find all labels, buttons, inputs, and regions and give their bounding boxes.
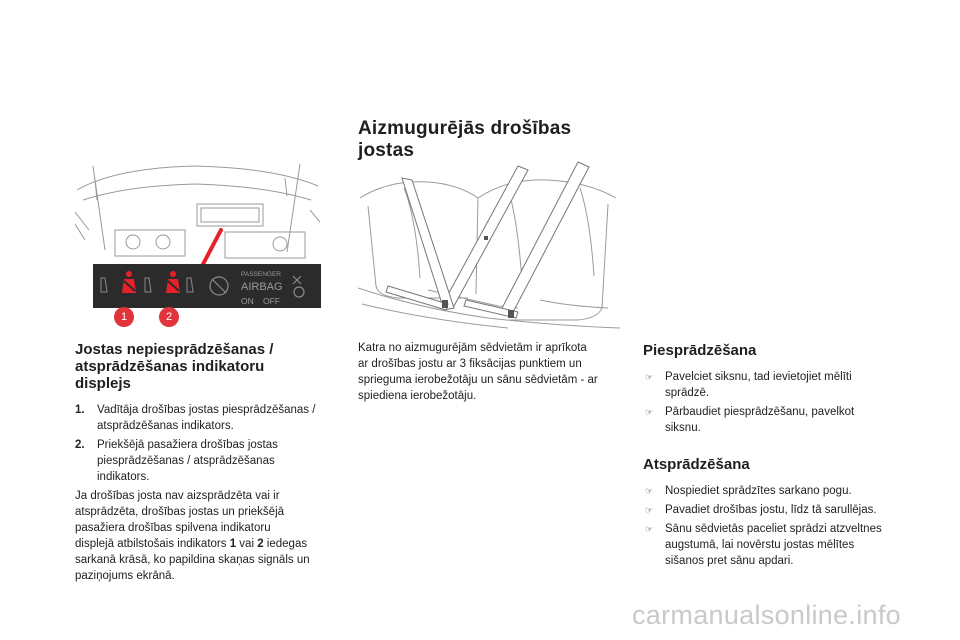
watermark: carmanualsonline.info — [632, 600, 901, 630]
dashboard-illustration — [75, 160, 320, 330]
off-label: OFF — [263, 296, 280, 306]
indicator-panel-drawing — [93, 264, 321, 308]
pointing-finger-icon: ☞ — [645, 372, 654, 382]
callout-1: 1 — [114, 307, 134, 327]
passenger-label: PASSENGER — [241, 271, 281, 278]
pointing-finger-icon: ☞ — [645, 524, 654, 534]
list-item: ☞ Sānu sēdvietās paceliet sprādzi atzveltnes augstumā, lai novērstu jostas mēlītes sišanos pret sānu apdari. — [645, 523, 882, 567]
rear-belts-title: Aizmugurējās drošības jostas — [358, 118, 572, 161]
indicator-list — [75, 402, 345, 485]
list-item: ☞ Pavelciet siksnu, tad ievietojiet mēlīti sprādzē. — [645, 371, 852, 399]
list-item: ☞ Nospiediet sprādzītes sarkano pogu. — [645, 485, 852, 497]
pointing-finger-icon: ☞ — [645, 505, 654, 515]
fasten-steps — [643, 369, 913, 436]
unfasten-section — [643, 456, 923, 572]
indicator-panel — [93, 264, 321, 308]
pointing-finger-icon: ☞ — [645, 486, 654, 496]
list-item: ☞ Pavadiet drošības jostu, līdz tā sarullējas. — [645, 504, 877, 516]
list-item: ☞ Pārbaudiet piesprādzēšanu, pavelkot siksnu. — [645, 406, 855, 434]
callout-2: 2 — [159, 307, 179, 327]
unfasten-steps — [643, 483, 923, 569]
airbag-label: AIRBAG — [241, 281, 283, 293]
unfasten-title: Atsprādzēšana — [643, 456, 750, 473]
display-title: Jostas nepiesprādzēšanas / atsprādzēšanas indikatoru displejs — [75, 341, 274, 392]
list-item: 2. Priekšējā pasažiera drošības jostas piesprādzēšanas / atsprādzēšanas indikators. — [75, 439, 278, 483]
on-label: ON — [241, 296, 254, 306]
rear-seat-drawing — [358, 158, 620, 332]
fasten-title: Piesprādzēšana — [643, 342, 757, 359]
list-item: 1. Vadītāja drošības jostas piesprādzēšanas / atsprādzēšanas indikators. — [75, 404, 316, 432]
display-paragraph: Ja drošības josta nav aizsprādzēta vai ir atsprādzēta, drošības jostas un priekšējā pasažiera drošības spilvena indikatoru displejā atbilstošais indikators 1 vai 2 iedegas sarkanā krāsā, ko papildina skaņas signāls un paziņojums ekrānā. — [75, 490, 310, 582]
pointing-finger-icon: ☞ — [645, 407, 654, 417]
display-section — [75, 341, 345, 584]
rear-seat-illustration — [358, 158, 620, 332]
fasten-section — [643, 342, 913, 439]
rear-belts-paragraph: Katra no aizmugurējām sēdvietām ir aprīkota ar drošības jostu ar 3 fiksācijas punktiem un sprieguma ierobežotāju un sānu sēdvietām - ar spiediena ierobežotāju. — [358, 342, 598, 402]
